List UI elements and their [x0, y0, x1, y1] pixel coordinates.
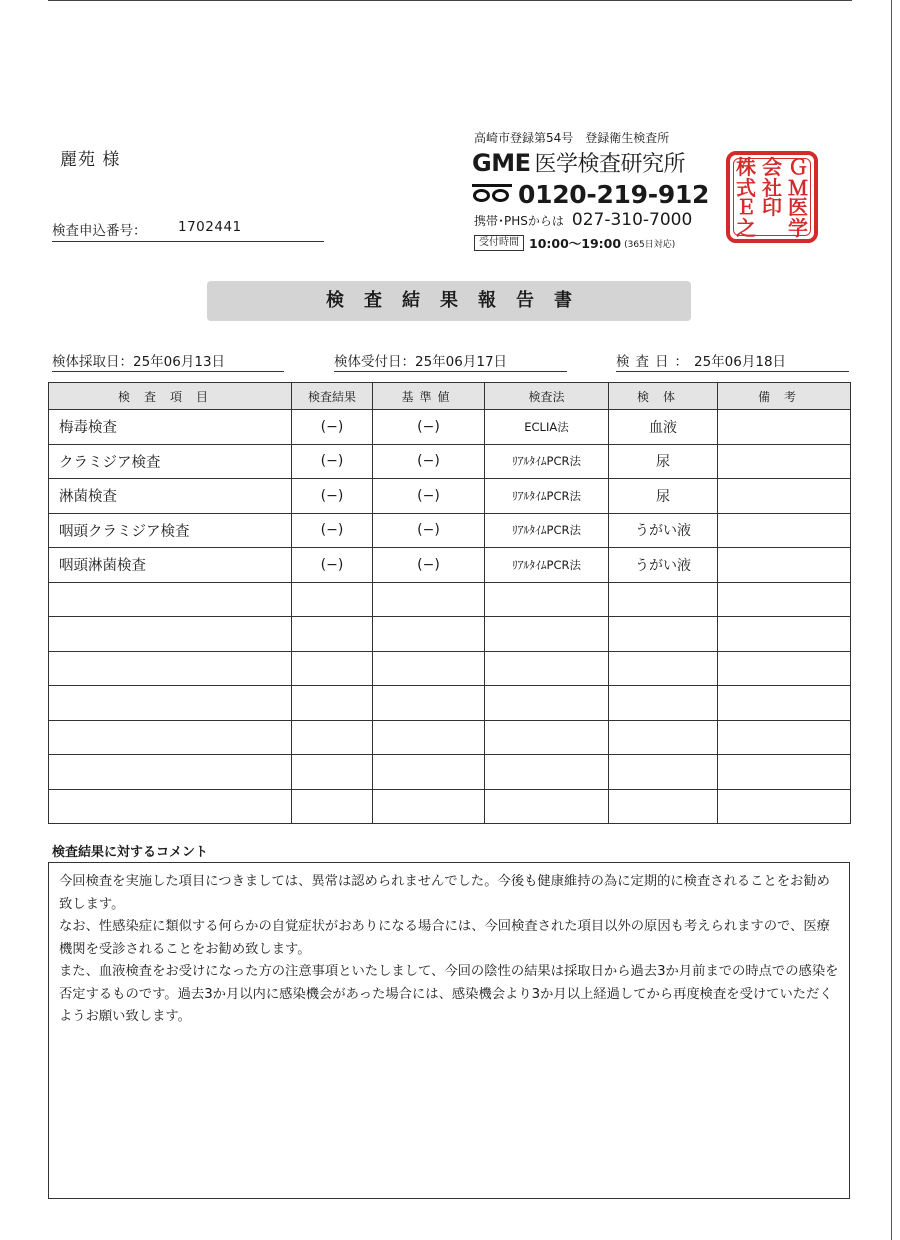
lab-logo-text: GME	[472, 149, 531, 177]
collection-date-label: 検体採取日：	[52, 354, 133, 370]
results-table	[48, 382, 851, 824]
lab-name-jp: 医学検査研究所	[534, 152, 685, 177]
empty-table-row	[49, 651, 851, 686]
empty-table-row	[49, 755, 851, 790]
cell-reference: (−)	[373, 444, 485, 479]
cell-specimen: 尿	[609, 479, 718, 514]
cell-specimen: 血液	[609, 410, 718, 445]
table-row	[49, 444, 851, 479]
freedial-number: 0120-219-912	[518, 180, 710, 209]
cell-specimen: 尿	[609, 444, 718, 479]
application-number-value: 1702441	[178, 219, 242, 235]
table-row	[49, 513, 851, 548]
collection-date-value: 25年06月13日	[133, 354, 226, 370]
empty-table-row	[49, 789, 851, 824]
cell-reference: (−)	[373, 479, 485, 514]
collection-date-field	[52, 348, 284, 372]
lab-registration: 高崎市登録第54号 登録衛生検査所	[474, 131, 670, 145]
cell-specimen: うがい液	[609, 548, 718, 583]
empty-table-row	[49, 720, 851, 755]
cell-note	[718, 410, 851, 445]
comment-box	[48, 862, 850, 1199]
application-number-row	[52, 216, 324, 242]
application-number-label: 検査申込番号：	[52, 223, 147, 239]
empty-table-row	[49, 686, 851, 721]
cell-method: ECLIA法	[485, 410, 609, 445]
table-header-row	[49, 383, 851, 410]
cell-result: (−)	[292, 410, 373, 445]
company-seal-stamp: 株 式 会 社 Ｇ Ｍ Ｅ 之 印 医 学	[726, 151, 818, 243]
hours-row	[474, 234, 675, 252]
cell-method: ﾘｱﾙﾀｲﾑPCR法	[485, 479, 609, 514]
empty-table-row	[49, 582, 851, 617]
cell-result: (−)	[292, 479, 373, 514]
header-result: 検査結果	[292, 383, 373, 410]
cell-result: (−)	[292, 548, 373, 583]
cell-item: 咽頭淋菌検査	[49, 548, 292, 583]
empty-table-row	[49, 617, 851, 652]
cell-method: ﾘｱﾙﾀｲﾑPCR法	[485, 513, 609, 548]
table-row	[49, 548, 851, 583]
received-date-value: 25年06月17日	[415, 354, 508, 370]
header-item: 検査項目	[49, 383, 292, 410]
cell-reference: (−)	[373, 548, 485, 583]
report-title: 検査結果報告書	[207, 281, 691, 321]
header-method: 検査法	[485, 383, 609, 410]
cell-item: クラミジア検査	[49, 444, 292, 479]
hours-time: 10:00〜19:00	[529, 236, 622, 251]
cell-result: (−)	[292, 513, 373, 548]
received-date-label: 検体受付日：	[334, 354, 415, 370]
table-row	[49, 479, 851, 514]
hours-badge: 受付時間	[474, 235, 524, 251]
mobile-label: 携帯･PHSからは	[474, 214, 564, 228]
patient-name: 麗苑 様	[60, 150, 121, 170]
cell-item: 咽頭クラミジア検査	[49, 513, 292, 548]
cell-result: (−)	[292, 444, 373, 479]
cell-note	[718, 548, 851, 583]
cell-note	[718, 444, 851, 479]
comment-paragraph: 今回検査を実施した項目につきましては、異常は認められませんでした。今後も健康維持の為に定期的に検査されることをお勧め致します。	[59, 874, 830, 912]
cell-note	[718, 513, 851, 548]
page-edge	[891, 0, 892, 1240]
hours-note: (365日対応)	[624, 239, 676, 250]
cell-method: ﾘｱﾙﾀｲﾑPCR法	[485, 444, 609, 479]
cell-specimen: うがい液	[609, 513, 718, 548]
header-notes: 備考	[718, 383, 851, 410]
cell-item: 淋菌検査	[49, 479, 292, 514]
received-date-field	[334, 348, 567, 372]
mobile-row	[474, 210, 692, 230]
mobile-number: 027-310-7000	[571, 210, 693, 230]
cell-reference: (−)	[373, 513, 485, 548]
cell-method: ﾘｱﾙﾀｲﾑPCR法	[485, 548, 609, 583]
top-rule	[48, 0, 852, 1]
cell-reference: (−)	[373, 410, 485, 445]
table-row	[49, 410, 851, 445]
test-date-value: 25年06月18日	[694, 354, 787, 370]
header-reference: 基準値	[373, 383, 485, 410]
freedial-row	[472, 180, 709, 209]
header-specimen: 検体	[609, 383, 718, 410]
lab-name	[472, 147, 685, 178]
test-date-field	[616, 348, 849, 372]
comment-title: 検査結果に対するコメント	[52, 845, 209, 860]
freedial-icon	[472, 184, 512, 206]
comment-paragraph: なお、性感染症に類似する何らかの自覚症状がおありになる場合には、今回検査された項目以外の原因も考えられますので、医療機関を受診されることをお勧め致します。	[59, 919, 830, 957]
comment-paragraph: また、血液検査をお受けになった方の注意事項といたしまして、今回の陰性の結果は採取日から過去3か月前までの時点での感染を否定するものです。過去3か月以内に感染機会があった場合には、感染機会より3か月以上経過してから再度検査を受けていただくようお願い致します。	[59, 964, 839, 1024]
cell-note	[718, 479, 851, 514]
test-date-label: 検査日：	[616, 354, 694, 370]
cell-item: 梅毒検査	[49, 410, 292, 445]
